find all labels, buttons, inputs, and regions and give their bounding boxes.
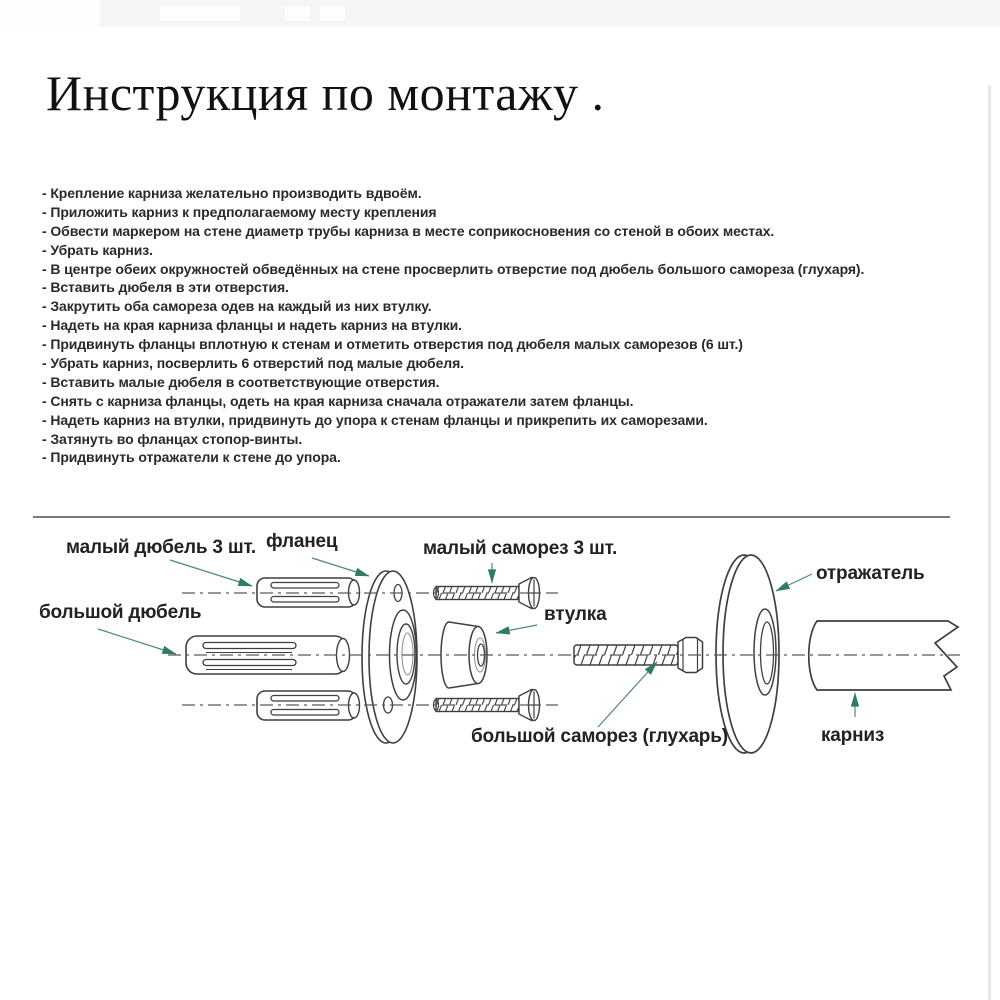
- flange: [362, 571, 417, 743]
- instruction-line: - В центре обеих окружностей обведённых на стене просверлить отверстие под дюбель большого самореза (глухаря).: [42, 260, 865, 277]
- page-top-strip: [0, 0, 1000, 26]
- instruction-line: - Закрутить оба самореза одев на каждый из них втулку.: [42, 298, 432, 315]
- top-strip-block: [0, 0, 100, 26]
- instruction-line: - Вставить дюбеля в эти отверстия.: [42, 279, 289, 296]
- reflector: [716, 555, 779, 753]
- instruction-line: - Придвинуть фланцы вплотную к стенам и отметить отверстия под дюбеля малых саморезов (6 шт.): [42, 336, 743, 353]
- label-reflector: отражатель: [816, 563, 925, 584]
- instruction-line: - Обвести маркером на стене диаметр трубы карниза в месте соприкосновения со стеной в обоих местах.: [42, 222, 775, 239]
- instruction-line: - Затянуть во фланцах стопор-винты.: [42, 430, 303, 447]
- label-rod: карниз: [821, 725, 885, 746]
- label-big-dowel: большой дюбель: [39, 602, 202, 623]
- label-bushing: втулка: [544, 604, 607, 625]
- top-strip-block: [320, 6, 345, 21]
- page-title: Инструкция по монтажу .: [46, 65, 605, 121]
- arrow-big-screw: [598, 662, 657, 727]
- arrow-reflector: [776, 574, 812, 591]
- arrow-big-dowel: [98, 629, 176, 654]
- instruction-line: - Снять с карниза фланцы, одеть на края карниза сначала отражатели затем фланцы.: [42, 392, 634, 409]
- arrow-bushing: [496, 625, 537, 633]
- arrow-small-dowel: [170, 560, 252, 586]
- instruction-list: [42, 184, 962, 467]
- assembly-diagram: [0, 515, 1000, 800]
- instruction-line: - Крепление карниза желательно производить вдвоём.: [42, 185, 422, 201]
- instruction-line: - Надеть карниз на втулки, придвинуть до упора к стенам фланцы и прикрепить их саморезами.: [42, 411, 708, 428]
- instruction-line: - Приложить карниз к предполагаемому месту крепления: [42, 203, 437, 220]
- label-small-dowel: малый дюбель 3 шт.: [66, 537, 256, 558]
- top-strip-block: [160, 6, 240, 21]
- label-flange: фланец: [266, 531, 338, 552]
- label-small-screw: малый саморез 3 шт.: [423, 538, 618, 559]
- instruction-line: - Убрать карниз, посверлить 6 отверстий под малые дюбеля.: [42, 355, 464, 372]
- label-big-screw: большой саморез (глухарь): [471, 726, 728, 747]
- top-strip-block: [285, 6, 310, 21]
- instruction-line: - Убрать карниз.: [42, 241, 153, 258]
- instruction-line: - Придвинуть отражатели к стене до упора.: [42, 449, 341, 466]
- instruction-line: - Вставить малые дюбеля в соответствующие отверстия.: [42, 373, 440, 390]
- rod: [809, 621, 958, 690]
- arrow-flange: [312, 558, 369, 576]
- instruction-line: - Надеть на края карниза фланцы и надеть карниз на втулки.: [42, 317, 462, 334]
